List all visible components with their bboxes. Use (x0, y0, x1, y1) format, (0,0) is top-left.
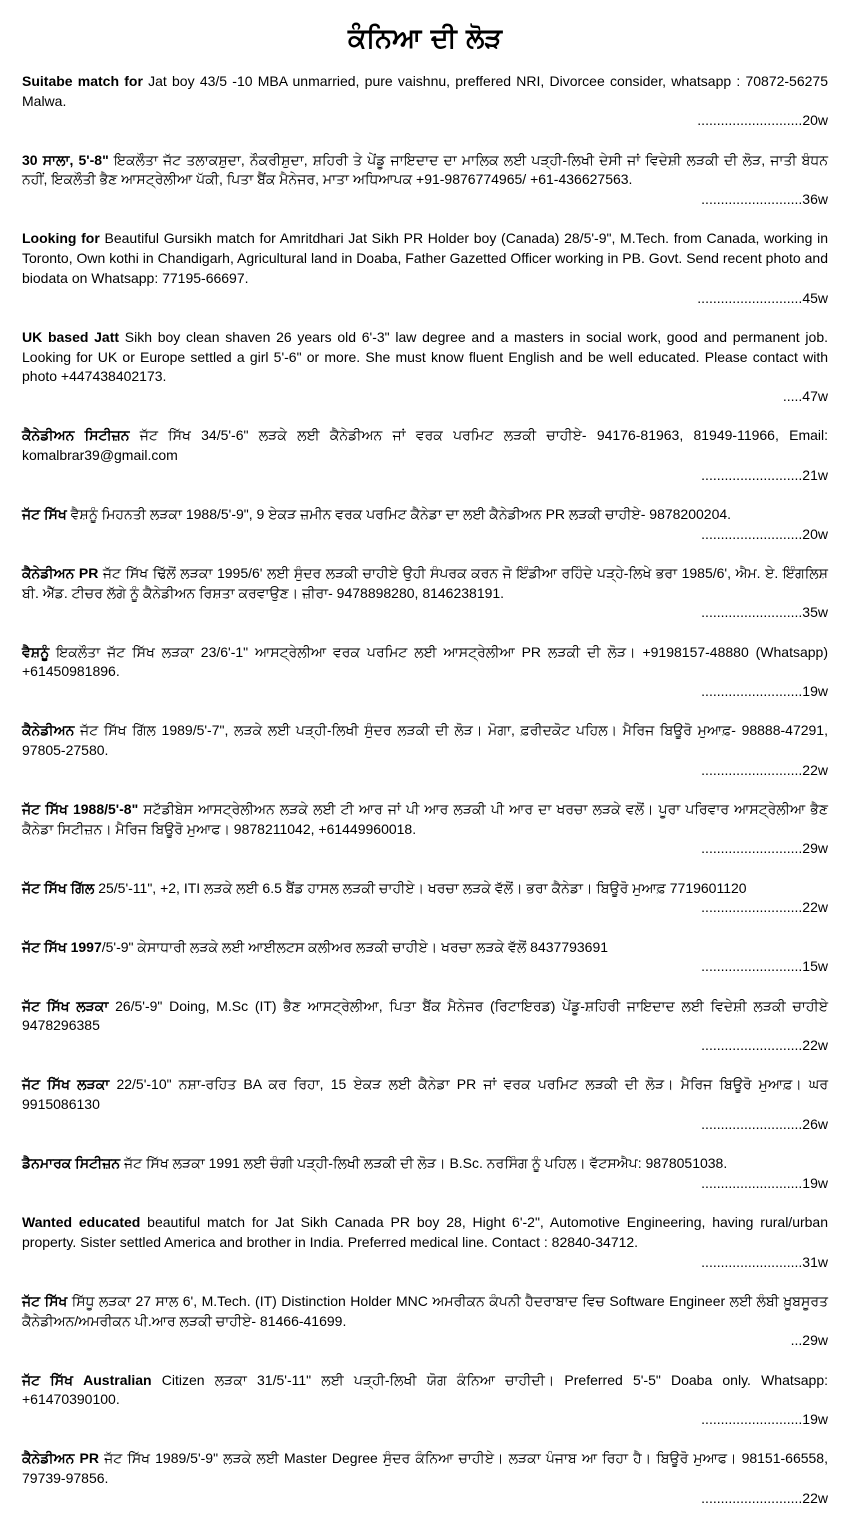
ad-heading: ਜੱਟ ਸਿੱਖ Australian (22, 1371, 152, 1388)
ad-word-count: ..........................15w (701, 958, 828, 975)
classified-ad (22, 721, 828, 780)
ad-word-count: ..........................22w (701, 761, 828, 778)
ad-heading: Looking for (22, 230, 100, 247)
ad-heading: ਜੱਟ ਸਿੱਖ (22, 1292, 68, 1309)
ad-text: /5'-9" ਕੇਸਾਧਾਰੀ ਲੜਕੇ ਲਈ ਆਈਲਟਸ ਕਲੀਅਰ ਲੜਕੀ ਚਾਹੀਏ। ਖਰਚਾ ਲੜਕੇ ਵੱਲੋਂ 8437793691 (101, 938, 609, 955)
classified-ad (22, 938, 828, 977)
ad-word-count: ..........................26w (701, 1115, 828, 1132)
classified-ad (22, 1371, 828, 1430)
ad-heading: ਜੱਟ ਸਿੱਖ ਲੜਕਾ (22, 997, 109, 1014)
ad-heading: ਜੱਟ ਸਿੱਖ 1997 (22, 938, 102, 955)
ad-text: ਇਕਲੌਤਾ ਜੱਟ ਸਿੱਖ ਲੜਕਾ 23/6'-1" ਆਸਟ੍ਰੇਲੀਆ ਵਰਕ ਪਰਮਿਟ ਲਈ ਆਸਟ੍ਰੇਲੀਆ PR ਲੜਕੀ ਦੀ ਲੋੜ। +9198157-48880 (Whatsapp) +61450981896. (22, 643, 828, 680)
ad-heading: ਕੈਨੇਡੀਅਨ ਸਿਟੀਜ਼ਨ (22, 427, 130, 444)
classified-ad (22, 72, 828, 131)
classified-ad (22, 328, 828, 407)
ad-word-count: ..........................22w (701, 1037, 828, 1054)
classified-ad (22, 800, 828, 859)
ad-text: 26/5'-9" Doing, M.Sc (IT) ਭੈਣ ਆਸਟ੍ਰੇਲੀਆ, ਪਿਤਾ ਬੈਂਕ ਮੈਨੇਜਰ (ਰਿਟਾਇਰਡ) ਪੇਂਡੂ-ਸ਼ਹਿਰੀ ਜਾਇਦਾਦ ਲਈ ਵਿਦੇਸ਼ੀ ਲੜਕੀ ਚਾਹੀਏ 9478296385 (22, 997, 829, 1034)
classified-ad (22, 151, 828, 210)
classified-ad (22, 426, 828, 485)
ad-text: ਸਟੱਡੀਬੇਸ ਆਸਟ੍ਰੇਲੀਅਨ ਲੜਕੇ ਲਈ ਟੀ ਆਰ ਜਾਂ ਪੀ ਆਰ ਲੜਕੀ ਪੀ ਆਰ ਦਾ ਖਰਚਾ ਲੜਕੇ ਵਲੋਂ। ਪੂਰਾ ਪਰਿਵਾਰ ਆਸਟ੍ਰੇਲੀਆ ਭੈਣ ਕੈਨੇਡਾ ਸਿਟੀਜ਼ਨ। ਮੈਰਿਜ ਬਿਊਰੋ ਮੁਆਫ। 9878211042, +61449960018. (22, 801, 829, 837)
ad-word-count: ..........................36w (701, 191, 828, 208)
classified-ad (22, 564, 828, 623)
classified-ad (22, 1154, 828, 1193)
ad-text: ਜੱਟ ਸਿੱਖ ਲੜਕਾ 1991 ਲਈ ਚੰਗੀ ਪੜ੍ਹੀ-ਲਿਖੀ ਲੜਕੀ ਦੀ ਲੋੜ। B.Sc. ਨਰਸਿੰਗ ਨੂੰ ਪਹਿਲ। ਵੱਟਸਐਪ: 9878051038. (120, 1155, 728, 1172)
ad-text: 22/5'-10" ਨਸ਼ਾ-ਰਹਿਤ BA ਕਰ ਰਿਹਾ, 15 ਏਕੜ ਲਈ ਕੈਨੇਡਾ PR ਜਾਂ ਵਰਕ ਪਰਮਿਟ ਲੜਕੀ ਦੀ ਲੋੜ। ਮੈਰਿਜ ਬਿਊਰੋ ਮੁਆਫ਼। ਘਰ 9915086130 (22, 1076, 828, 1113)
ad-text: Citizen ਲੜਕਾ 31/5'-11" ਲਈ ਪੜ੍ਹੀ-ਲਿਖੀ ਯੋਗ ਕੰਨਿਆ ਚਾਹੀਦੀ। Preferred 5'-5" Doaba only. Whatsapp: +61470390100. (22, 1371, 828, 1408)
classified-ad (22, 643, 828, 702)
classified-ad (22, 1292, 828, 1351)
ad-heading: ਜੱਟ ਸਿੱਖ 1988/5'-8" (22, 801, 139, 818)
ad-word-count: ..........................22w (701, 1489, 828, 1506)
classified-ad (22, 229, 828, 308)
ad-text: ਵੈਸ਼ਨੂੰ ਮਿਹਨਤੀ ਲੜਕਾ 1988/5'-9", 9 ਏਕੜ ਜ਼ਮੀਨ ਵਰਕ ਪਰਮਿਟ ਕੈਨੇਡਾ ਦਾ ਲਈ ਕੈਨੇਡੀਅਨ PR ਲੜਕੀ ਚਾਹੀਏ- 9878200204. (66, 505, 732, 522)
ad-heading: UK based Jatt (22, 328, 120, 345)
ad-word-count: ..........................29w (701, 840, 828, 857)
ad-word-count: .....47w (782, 387, 828, 404)
ad-heading: ਡੈਨਮਾਰਕ ਸਿਟੀਜ਼ਨ (22, 1155, 121, 1172)
ad-heading: ਜੱਟ ਸਿੱਖ ਲੜਕਾ (22, 1076, 110, 1093)
ad-word-count: ..........................21w (701, 466, 828, 483)
ad-text: beautiful match for Jat Sikh Canada PR boy 28, Hight 6'-2", Automotive Engineering, having rural/urban property. Sister settled America and brother in India. Preferred medical line. Contact : 82840-34712. (22, 1214, 829, 1250)
ad-word-count: ..........................35w (701, 604, 828, 621)
classified-ad (22, 1449, 828, 1508)
ad-text: Jat boy 43/5 -10 MBA unmarried, pure vaishnu, preffered NRI, Divorcee consider, whatsapp : 70872-56275 Malwa. (22, 73, 828, 109)
ad-text: Sikh boy clean shaven 26 years old 6'-3" law degree and a masters in social work, good and permanent job. Looking for UK or Europe settled a girl 5'-6" or more. She must know fluent English and be well educated. Please contact with photo +447438402173. (22, 328, 828, 385)
classified-ad (22, 505, 828, 544)
ad-text: ਜੱਟ ਸਿੱਖ ਢਿੱਲੋਂ ਲੜਕਾ 1995/6' ਲਈ ਸੁੰਦਰ ਲੜਕੀ ਚਾਹੀਏ ਉਹੀ ਸੰਪਰਕ ਕਰਨ ਜੋ ਇੰਡੀਆ ਰਹਿੰਦੇ ਪੜ੍ਹੇ-ਲਿਖੇ ਭਰਾ 1985/6', ਐਮ. ਏ. ਇੰਗਲਿਸ਼ ਬੀ. ਐੱਡ. ਟੀਚਰ ਲੱਗੇ ਨੂੰ ਕੈਨੇਡੀਅਨ ਰਿਸ਼ਤਾ ਕਰਵਾਉਣ। ਜ਼ੀਰਾ- 9478898280, 8146238191. (22, 564, 828, 601)
ad-word-count: ..........................19w (701, 683, 828, 700)
classified-ad (22, 879, 828, 918)
ad-heading: ਕੈਨੇਡੀਅਨ PR (22, 1450, 99, 1467)
ad-word-count: ...........................20w (697, 112, 828, 129)
ad-text: ਜੱਟ ਸਿੱਖ 1989/5'-9" ਲੜਕੇ ਲਈ Master Degree ਸੁੰਦਰ ਕੰਨਿਆ ਚਾਹੀਏ। ਲੜਕਾ ਪੰਜਾਬ ਆ ਰਿਹਾ ਹੈ। ਬਿਊਰੋ ਮੁਆਫ। 98151-66558, 79739-97856. (22, 1450, 828, 1486)
classified-ad (22, 1213, 828, 1272)
ad-text: ਜੱਟ ਸਿੱਖ ਗਿੱਲ 1989/5'-7", ਲੜਕੇ ਲਈ ਪੜ੍ਹੀ-ਲਿਖੀ ਸੁੰਦਰ ਲੜਕੀ ਦੀ ਲੋੜ। ਮੋਗਾ, ਫ਼ਰੀਦਕੋਟ ਪਹਿਲ। ਮੈਰਿਜ ਬਿਊਰੋ ਮੁਆਫ਼- 98888-47291, 97805-27580. (22, 722, 828, 759)
ad-heading: ਕੈਨੇਡੀਅਨ (22, 722, 75, 739)
ad-heading: ਜੱਟ ਸਿੱਖ ਗਿੱਲ (22, 879, 95, 896)
ad-word-count: ...........................45w (697, 289, 828, 306)
ad-word-count: ..........................22w (701, 899, 828, 916)
ads-list (22, 72, 828, 1508)
ad-heading: Suitabe match for (22, 73, 143, 89)
ad-text: ਜੱਟ ਸਿੱਖ 34/5'-6" ਲੜਕੇ ਲਈ ਕੈਨੇਡੀਅਨ ਜਾਂ ਵਰਕ ਪਰਮਿਟ ਲੜਕੀ ਚਾਹੀਏ- 94176-81963, 81949-11966, Email: komalbrar39@gmail.com (22, 427, 828, 463)
ad-text: 25/5'-11", +2, ITI ਲੜਕੇ ਲਈ 6.5 ਬੈਂਡ ਹਾਸਲ ਲੜਕੀ ਚਾਹੀਏ। ਖਰਚਾ ਲੜਕੇ ਵੱਲੋਂ। ਭਰਾ ਕੈਨੇਡਾ। ਬਿਊਰੋ ਮੁਆਫ਼ 7719601120 (94, 879, 747, 896)
ad-word-count: ..........................19w (701, 1174, 828, 1191)
ad-heading: ਵੈਸ਼ਨੂੰ (22, 643, 50, 660)
ad-word-count: ..........................20w (701, 525, 828, 542)
classified-ad (22, 997, 828, 1056)
ad-text: Beautiful Gursikh match for Amritdhari Jat Sikh PR Holder boy (Canada) 28/5'-9", M.Tech. from Canada, working in Toronto, Own kothi in Chandigarh, Agricultural land in Doaba, Father Gazetted Officer working in PB. Govt. Send recent photo and biodata on Whatsapp: 77195-66697. (22, 230, 828, 286)
ad-heading: 30 ਸਾਲਾ, 5'-8" (22, 151, 109, 168)
ad-heading: Wanted educated (22, 1214, 141, 1231)
classified-ad (22, 1075, 828, 1134)
ad-word-count: ...29w (790, 1332, 828, 1349)
ad-text: ਸਿੱਧੂ ਲੜਕਾ 27 ਸਾਲ 6', M.Tech. (IT) Distinction Holder MNC ਅਮਰੀਕਨ ਕੰਪਨੀ ਹੈਦਰਾਬਾਦ ਵਿਚ Software Engineer ਲਈ ਲੰਬੀ ਖ਼ੂਬਸੂਰਤ ਕੈਨੇਡੀਅਨ/ਅਮਰੀਕਨ ਪੀ.ਆਰ ਲੜਕੀ ਚਾਹੀਏ- 81466-41699. (22, 1292, 829, 1329)
page-title: ਕੰਨਿਆ ਦੀ ਲੋੜ (347, 23, 503, 54)
ad-heading: ਕੈਨੇਡੀਅਨ PR (22, 564, 99, 581)
ad-word-count: ..........................31w (701, 1253, 828, 1270)
ad-text: ਇਕਲੌਤਾ ਜੱਟ ਤਲਾਕਸ਼ੁਦਾ, ਨੌਕਰੀਸ਼ੁਦਾ, ਸ਼ਹਿਰੀ ਤੇ ਪੇਂਡੂ ਜਾਇਦਾਦ ਦਾ ਮਾਲਿਕ ਲਈ ਪੜ੍ਹੀ-ਲਿਖੀ ਦੇਸੀ ਜਾਂ ਵਿਦੇਸ਼ੀ ਲੜਕੀ ਦੀ ਲੋੜ, ਜਾਤੀ ਬੰਧਨ ਨਹੀਂ, ਇਕਲੌਤੀ ਭੈਣ ਆਸਟ੍ਰੇਲੀਆ ਪੱਕੀ, ਪਿਤਾ ਬੈਂਕ ਮੈਨੇਜਰ, ਮਾਤਾ ਅਧਿਆਪਕ +91-9876774965/ +61-436627563. (22, 151, 828, 188)
ad-word-count: ..........................19w (701, 1410, 828, 1427)
ad-heading: ਜੱਟ ਸਿੱਖ (22, 505, 67, 522)
